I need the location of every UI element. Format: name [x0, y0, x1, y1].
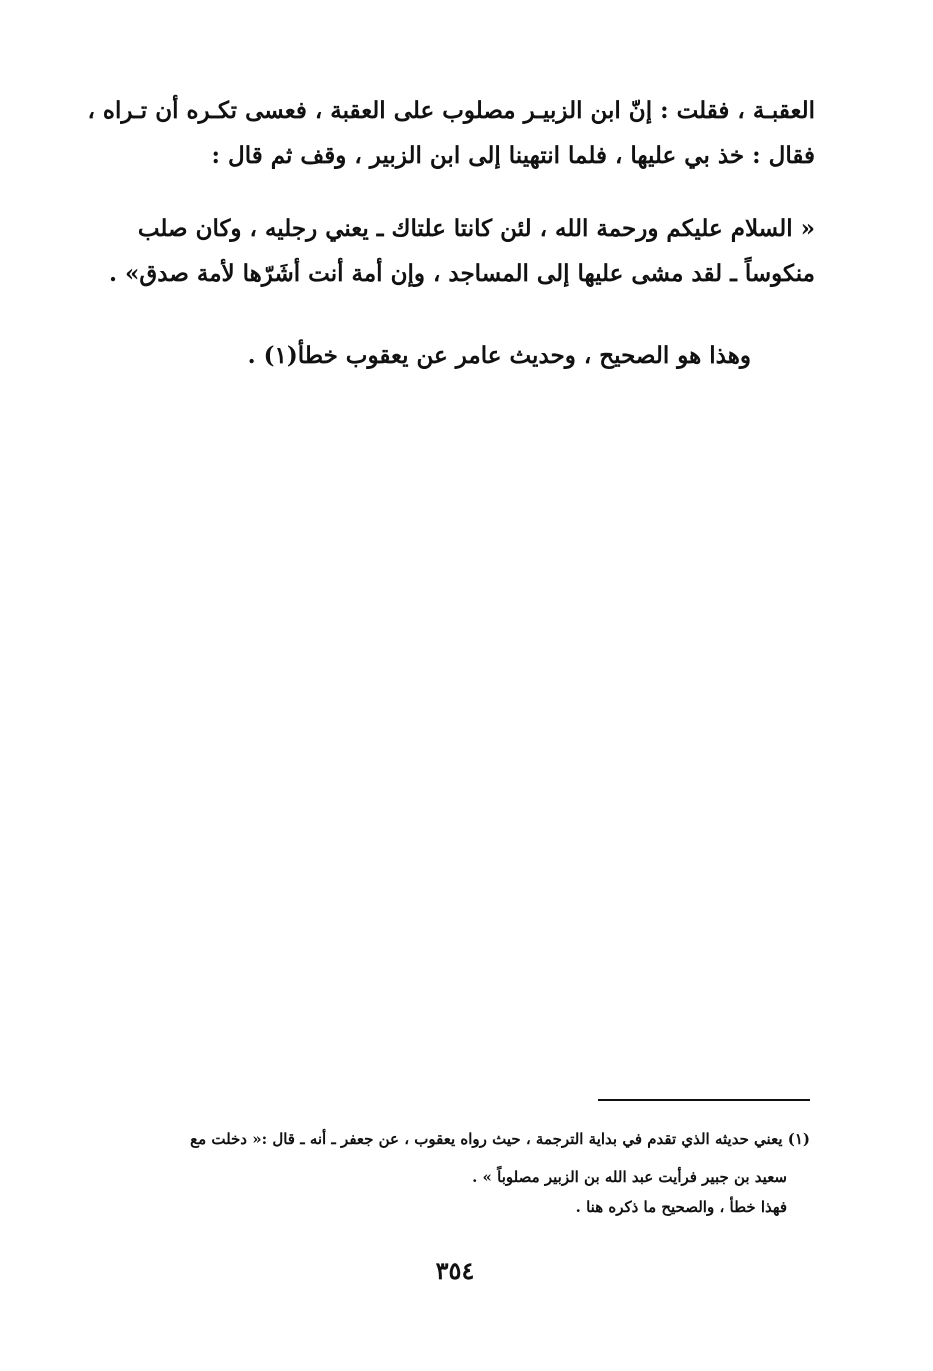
body-line-1: العقبـة ، فقلت : إنّ ابن الزبيـر مصلوب على العقبة ، فعسى تكـره أن تـراه ، — [87, 97, 815, 124]
quote-line-2: منكوساً ـ لقد مشى عليها إلى المساجد ، وإن أمة أنت أشَرّها لأمة صدق» . — [109, 260, 815, 287]
body-line-2: فقال : خذ بي عليها ، فلما انتهينا إلى ابن الزبير ، وقف ثم قال : — [211, 142, 815, 169]
footnote-line-2: سعيد بن جبير فرأيت عبد الله بن الزبير مصلوباً » . — [472, 1168, 787, 1186]
footnote-separator — [598, 1099, 810, 1101]
closing-line: وهذا هو الصحيح ، وحديث عامر عن يعقوب خطأ(١) . — [247, 342, 751, 369]
footnote-line-1: (١) يعني حديثه الذي تقدم في بداية الترجمة ، حيث رواه يعقوب ، عن جعفر ـ أنه ـ قال :« دخلت مع — [190, 1130, 810, 1148]
footnote-line-3: فهذا خطأ ، والصحيح ما ذكره هنا . — [575, 1198, 787, 1216]
quote-line-1: « السلام عليكم ورحمة الله ، لئن كانتا علتاك ـ يعني رجليه ، وكان صلب — [137, 215, 815, 242]
page-number: ٣٥٤ — [435, 1256, 475, 1285]
